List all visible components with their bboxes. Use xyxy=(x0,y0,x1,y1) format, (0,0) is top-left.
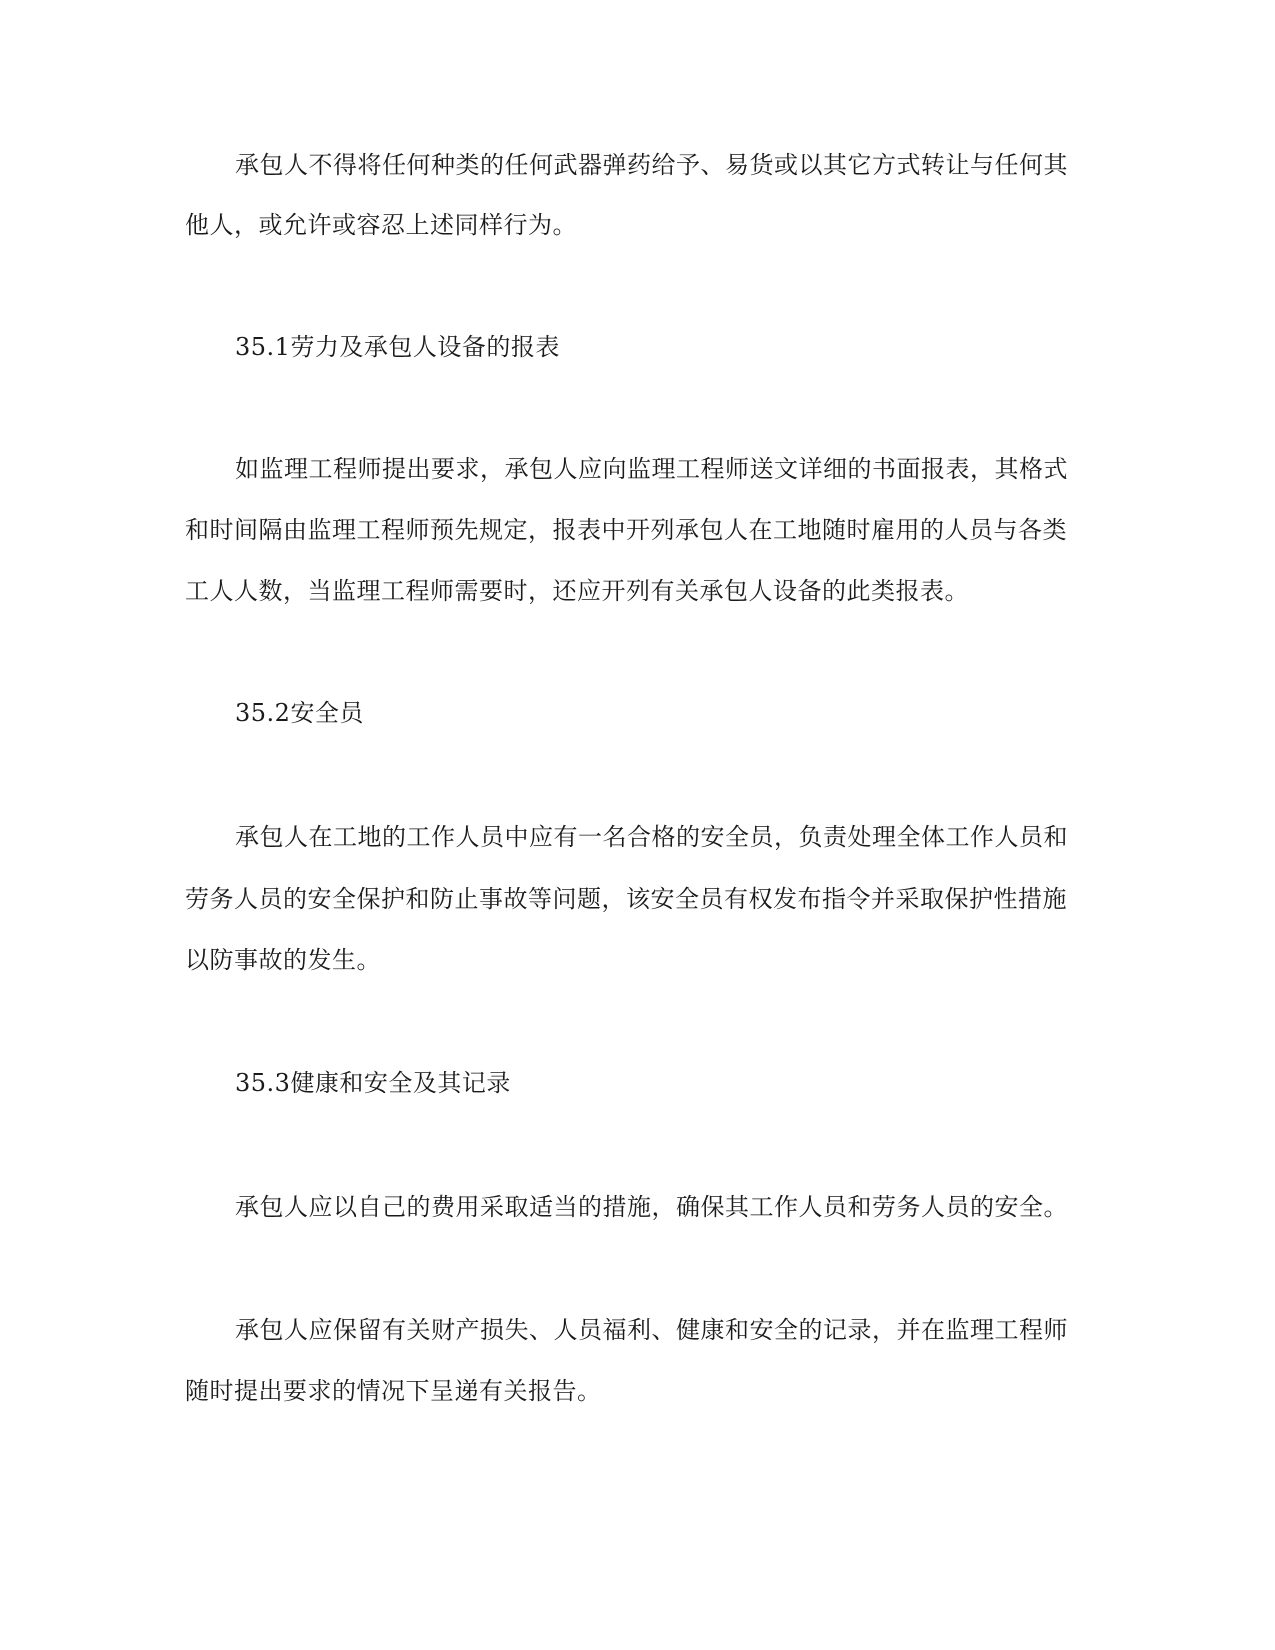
paragraph-2-line-3: 工人人数，当监理工程师需要时，还应开列有关承包人设备的此类报表。 xyxy=(185,577,969,605)
paragraph-5-line-2: 随时提出要求的情况下呈递有关报告。 xyxy=(185,1377,602,1405)
paragraph-1-line-2: 他人，或允许或容忍上述同样行为。 xyxy=(185,211,577,239)
paragraph-2-line-2: 和时间隔由监理工程师预先规定，报表中开列承包人在工地随时雇用的人员与各类 xyxy=(185,516,1067,544)
paragraph-1-line-1: 承包人不得将任何种类的任何武器弹药给予、易货或以其它方式转让与任何其 xyxy=(235,151,1068,179)
paragraph-3-line-2: 劳务人员的安全保护和防止事故等问题，该安全员有权发布指令并采取保护性措施 xyxy=(185,885,1067,913)
paragraph-2-line-1: 如监理工程师提出要求，承包人应向监理工程师送文详细的书面报表，其格式 xyxy=(235,455,1068,483)
section-heading-35-1: 35.1劳力及承包人设备的报表 xyxy=(235,333,560,361)
paragraph-4-line-1: 承包人应以自己的费用采取适当的措施，确保其工作人员和劳务人员的安全。 xyxy=(235,1193,1068,1221)
paragraph-3-line-3: 以防事故的发生。 xyxy=(185,946,381,974)
section-heading-35-3: 35.3健康和安全及其记录 xyxy=(235,1069,511,1097)
paragraph-3-line-1: 承包人在工地的工作人员中应有一名合格的安全员，负责处理全体工作人员和 xyxy=(235,823,1068,851)
paragraph-5-line-1: 承包人应保留有关财产损失、人员福利、健康和安全的记录，并在监理工程师 xyxy=(235,1316,1068,1344)
section-heading-35-2: 35.2安全员 xyxy=(235,699,364,727)
